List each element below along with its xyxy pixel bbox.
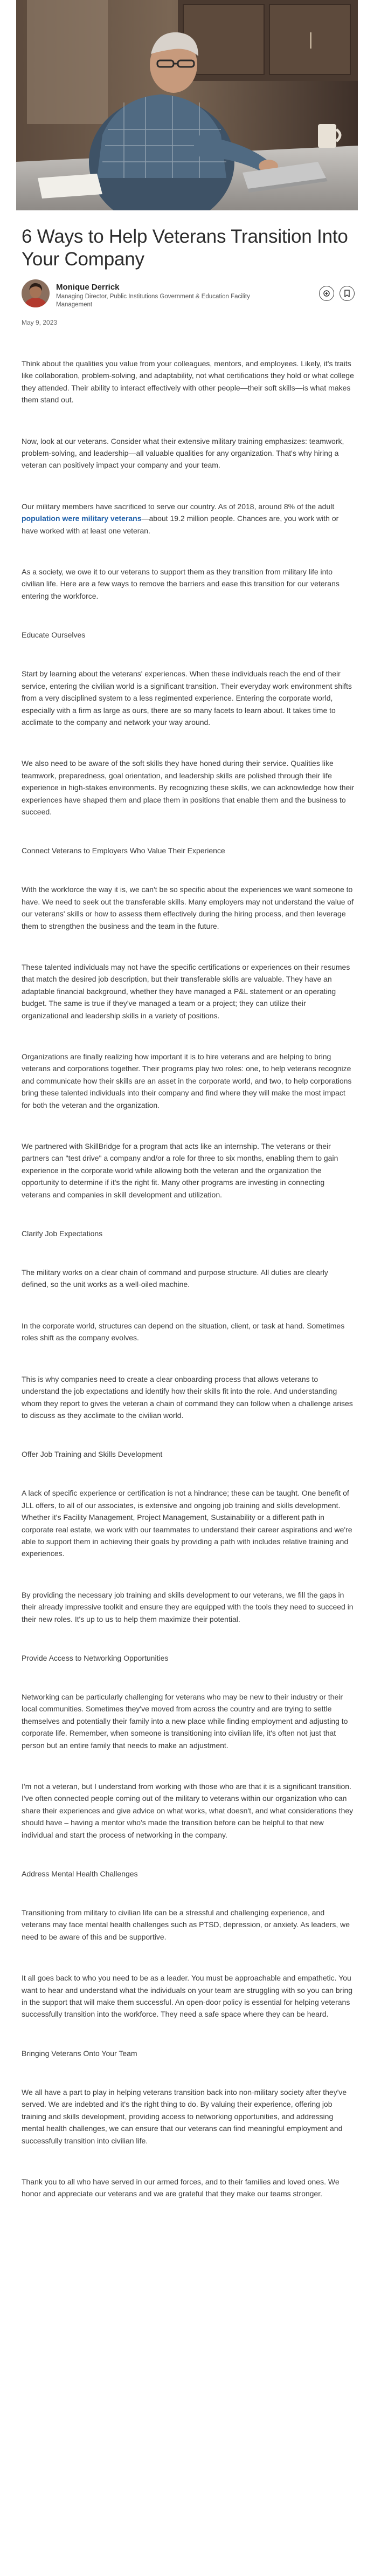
section-heading: Bringing Veterans Onto Your Team bbox=[22, 2049, 137, 2058]
paragraph: These talented individuals may not have the specific certifications or experiences on their resumes that match the desired job description, but their transferable skills are valuable. They have an adaptable financial background, whether they have managed a P&L statement or an operating budget. The same is true if they've managed a team or a project; they can utilize their organizational and leadership skills in a variety of positions. bbox=[22, 962, 350, 1020]
paragraph: It all goes back to who you need to be as a leader. You must be approachable and empathetic. You want to hear and understand what the individuals on your team are struggling with so you can bring in the support that will make them successful. An open-door policy is essential for helping veterans successfully transition into the workforce. They need a safe space where they can be heard. bbox=[22, 1974, 353, 2019]
paragraph: This is why companies need to create a clear onboarding process that allows veterans to understand the job expectations and identify how their skills fit into the role. And understanding whom they report to gives the veteran a chain of command they can follow when a challenge arises to discuss as they acclimate to the civilian world. bbox=[22, 1374, 353, 1420]
population-veterans-link[interactable]: population were military veterans bbox=[22, 514, 142, 523]
author-byline bbox=[22, 279, 355, 309]
article-body bbox=[22, 358, 355, 2200]
paragraph: Organizations are finally realizing how important it is to hire veterans and are helping to bring veterans and corporations together. Their programs play two roles: one, to help veterans recognize and communicate how their skills are an asset in the corporate world, and two, to help corporations bring these talented individuals into their company and find where they will make the most impact for both the veteran and the organization. bbox=[22, 1052, 352, 1109]
author-info bbox=[56, 279, 272, 309]
section-heading: Address Mental Health Challenges bbox=[22, 1869, 138, 1879]
section-heading: Clarify Job Expectations bbox=[22, 1229, 103, 1238]
paragraph: By providing the necessary job training and skills development to our veterans, we fill the gaps in their already impressive toolkit and ensure they are equipped with the tools they need to succeed in their new roles. It's up to us to help them maximize their potential. bbox=[22, 1590, 354, 1623]
section-heading: Educate Ourselves bbox=[22, 631, 86, 640]
hero-image bbox=[16, 0, 358, 210]
share-icon bbox=[323, 290, 330, 297]
paragraph: Now, look at our veterans. Consider what their extensive military training emphasizes: teamwork, problem-solving, and leadership—all valuable qualities for any organization. That's why hiring a veteran can positively impact your company and your team. bbox=[22, 436, 344, 470]
veteran-at-desk-photo bbox=[16, 0, 358, 210]
paragraph: We also need to be aware of the soft skills they have honed during their service. Qualities like teamwork, preparedness, goal orientation, and leadership skills are polished through their life experience in high-stakes environments. By recognizing these skills, we can acknowledge how their experiences have shaped them and place them in positions that enable them and the business to succeed. bbox=[22, 759, 355, 816]
paragraph bbox=[22, 501, 355, 537]
section-heading: Provide Access to Networking Opportunities bbox=[22, 1653, 169, 1662]
section-heading: Offer Job Training and Skills Development bbox=[22, 1450, 163, 1459]
paragraph: With the workforce the way it is, we can't be so specific about the experiences we want someone to have. We need to seek out the transferable skills. Many employers may not understand the value of our veterans' skills or how to assess them effectively during the hiring process, and then leverage them to strengthen the business and the team in the future. bbox=[22, 885, 354, 930]
paragraph-text: Our military members have sacrificed to serve our country. As of 2018, around 8% of the adult bbox=[22, 502, 335, 511]
publish-date: May 9, 2023 bbox=[22, 319, 58, 326]
share-button[interactable] bbox=[319, 286, 334, 301]
paragraph: The military works on a clear chain of command and purpose structure. All duties are clearly defined, so the unit works as a well-oiled machine. bbox=[22, 1268, 328, 1289]
article-content bbox=[0, 225, 374, 2200]
paragraph: Think about the qualities you value from your colleagues, mentors, and employees. Likely, it's traits like collaboration, problem-solving, and adaptability, not what certifications they hold or what college they attended. Their ability to interact effectively with other people—their soft skills—is what makes them stand out. bbox=[22, 359, 354, 405]
author-photo bbox=[22, 279, 50, 307]
paragraph: Thank you to all who have served in our armed forces, and to their families and loved ones. We honor and appreciate our veterans and we are grateful that they make our teams stronger. bbox=[22, 2177, 340, 2198]
paragraph: Networking can be particularly challenging for veterans who may be new to their industry or their local communities. Sometimes they've moved from across the country and are trying to settle themselves and potentially their family into a new place while finding employment and adjusting to corporate life. Remember, when someone is transitioning into civilian life, it's often not just that person but an entire family that needs to make an adjustment. bbox=[22, 1692, 348, 1750]
paragraph: Start by learning about the veterans' experiences. When these individuals reach the end of their service, entering the civilian world is a significant transition. Their everyday work environment shifts from a very disciplined system to a less regimented experience. Entering the corporate world, especially with a firm as large as ours, there are so many facets to learn about. It takes time to acclimate to the company and network your way around. bbox=[22, 669, 352, 727]
article-actions bbox=[319, 286, 355, 301]
paragraph: As a society, we owe it to our veterans to support them as they transition from military life into civilian life. Here are a few ways to remove the barriers and ease this transition for our veterans entering the workforce. bbox=[22, 567, 340, 600]
paragraph: We all have a part to play in helping veterans transition back into non-military society after they've served. We are indebted and it's the right thing to do. By valuing their experience, offering job training and skills development, providing access to networking opportunities, and addressing mental health challenges, we can ensure that our veterans can find meaningful employment and successfully transition into civilian life. bbox=[22, 2087, 347, 2145]
paragraph-text: —about 19.2 million people. Chances are, you work with or have worked with at least one veteran. bbox=[22, 514, 339, 535]
paragraph: In the corporate world, structures can depend on the situation, client, or task at hand. Sometimes roles shift as the company evolves. bbox=[22, 1321, 345, 1342]
section-heading: Connect Veterans to Employers Who Value Their Experience bbox=[22, 846, 225, 855]
article-title: 6 Ways to Help Veterans Transition Into Your Company bbox=[22, 226, 348, 270]
paragraph: Transitioning from military to civilian life can be a stressful and challenging experience, and veterans may face mental health challenges such as PTSD, depression, or anxiety. As leaders, we need to be aware of this and be supportive. bbox=[22, 1908, 350, 1941]
author-avatar bbox=[22, 279, 50, 307]
bookmark-button[interactable] bbox=[340, 286, 355, 301]
paragraph: A lack of specific experience or certification is not a hindrance; these can be taught. One benefit of JLL offers, to all of our associates, is extensive and ongoing job training and skills development. Whether it's Facility Management, Project Management, Sustainability or a different path in corporate real estate, we work with our teammates to understand their career aspirations and we're able to support them in achieving their goals by providing a path with includes relative training and experiences. bbox=[22, 1489, 352, 1558]
bookmark-icon bbox=[344, 290, 350, 297]
author-role: Managing Director, Public Institutions Government & Education Facility Management bbox=[56, 293, 250, 308]
author-name[interactable]: Monique Derrick bbox=[56, 283, 120, 292]
paragraph: We partnered with SkillBridge for a program that acts like an internship. The veterans or their partners can "test drive" a company and/or a role for three to six months, enabling them to gain experience in the corporate world while allowing both the veteran and the organization the opportunity to determine if it's the right fit. Many other programs are investing in connecting veterans and companies in skill development and utilization. bbox=[22, 1142, 338, 1199]
paragraph: I'm not a veteran, but I understand from working with those who are that it is a significant transition. I've often connected people coming out of the military to veterans within our organization who can share their experiences and give advice on what works, what doesn't, and what considerations they should have – having a mentor who's made the transition before can be helpful to that new individual and start the process of networking in the company. bbox=[22, 1782, 354, 1839]
